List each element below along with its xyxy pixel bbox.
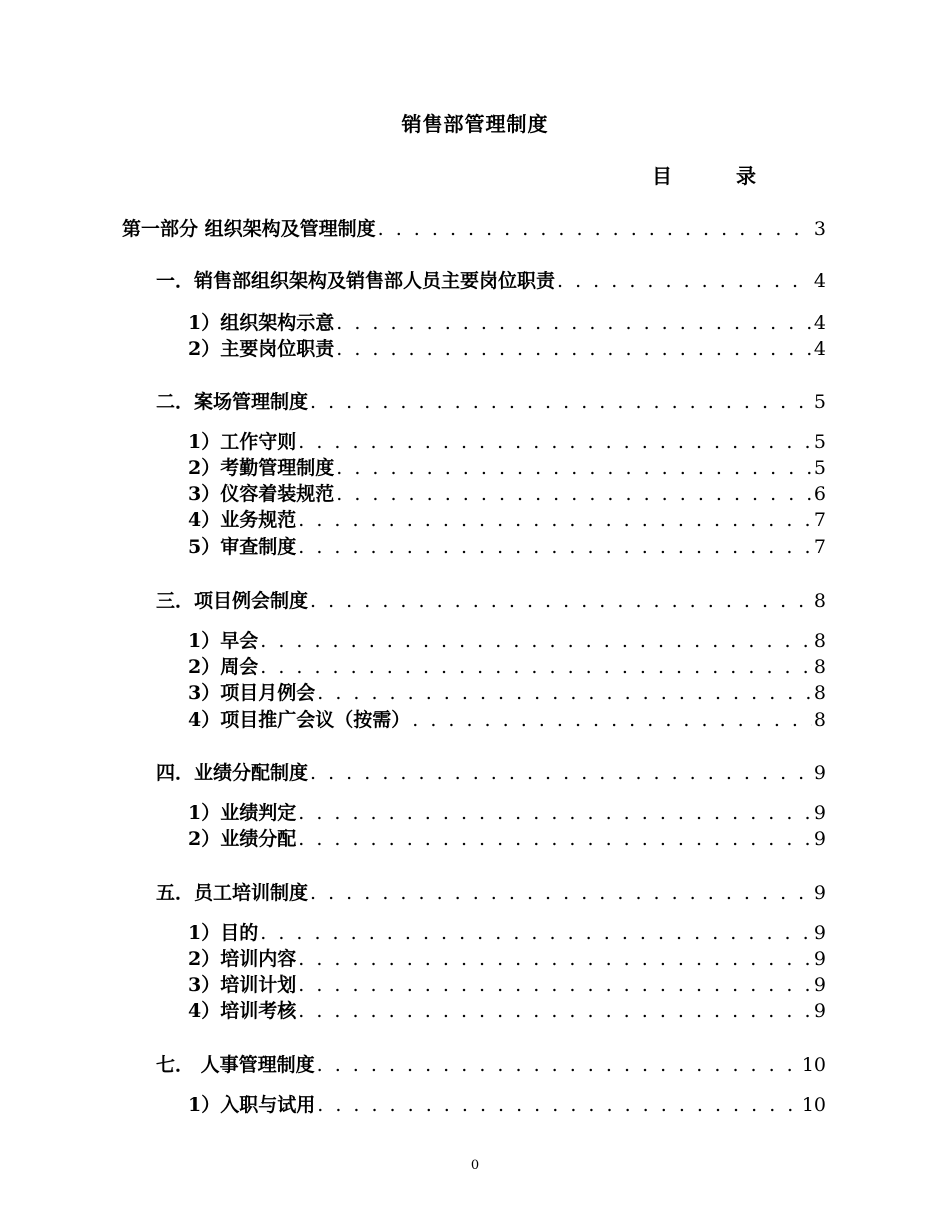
- toc-entry-page: 5: [813, 457, 826, 479]
- toc-entry[interactable]: [156, 880, 826, 906]
- toc-entry[interactable]: [156, 268, 826, 294]
- toc-dot-leader: [378, 216, 812, 242]
- toc-entry-page: 10: [801, 1094, 826, 1116]
- toc-dot-leader: [336, 336, 812, 362]
- toc-entry-page: 9: [813, 974, 826, 996]
- toc-entry-label: 3）项目月例会: [188, 682, 316, 704]
- toc-dot-leader: [298, 800, 812, 826]
- toc-entry-page: 7: [813, 509, 826, 531]
- toc-entry[interactable]: [156, 760, 826, 786]
- toc-entry-label: 2）考勤管理制度: [188, 457, 335, 479]
- toc-entry-page: 9: [813, 828, 826, 850]
- toc-entry-label: 1）组织架构示意: [188, 312, 335, 334]
- toc-entry-label: 2）主要岗位职责: [188, 338, 335, 360]
- toc-entry[interactable]: [188, 507, 826, 533]
- toc-entry[interactable]: [188, 972, 826, 998]
- toc-entry[interactable]: [188, 946, 826, 972]
- toc-dot-leader: [310, 389, 812, 415]
- toc-entry[interactable]: [156, 588, 826, 614]
- toc-entry-label: 七． 人事管理制度: [156, 1054, 315, 1076]
- toc-entry[interactable]: [188, 654, 826, 680]
- toc-entry[interactable]: [156, 1052, 826, 1078]
- toc-entry-label: 1）工作守则: [188, 431, 297, 453]
- toc-entry[interactable]: [122, 216, 826, 242]
- toc-entry-page: 5: [813, 391, 826, 413]
- toc-entry-page: 6: [813, 483, 826, 505]
- toc-dot-leader: [336, 481, 812, 507]
- toc-entry-page: 9: [813, 948, 826, 970]
- toc-entry-page: 8: [813, 590, 826, 612]
- toc-entry-page: 9: [813, 802, 826, 824]
- toc-entry-label: 1）目的: [188, 922, 259, 944]
- toc-entry-page: 4: [813, 270, 826, 292]
- toc-entry-label: 2）培训内容: [188, 948, 297, 970]
- document-title: 销售部管理制度: [401, 112, 549, 136]
- toc-entry-page: 4: [813, 338, 826, 360]
- toc-dot-leader: [317, 1052, 800, 1078]
- toc-entry[interactable]: [188, 1092, 826, 1118]
- toc-dot-leader: [298, 534, 812, 560]
- toc-entry-page: 9: [813, 762, 826, 784]
- toc-entry[interactable]: [188, 429, 826, 455]
- toc-dot-leader: [298, 972, 812, 998]
- toc-entry-label: 3）培训计划: [188, 974, 297, 996]
- toc-entry-page: 5: [813, 431, 826, 453]
- toc-entry[interactable]: [188, 800, 826, 826]
- toc-entry-page: 3: [813, 218, 826, 240]
- toc-entry-label: 二．案场管理制度: [156, 391, 309, 413]
- toc-entry-label: 2）周会: [188, 656, 259, 678]
- toc-entry-page: 4: [813, 312, 826, 334]
- toc-entry-label: 四．业绩分配制度: [156, 762, 309, 784]
- toc-entry-page: 9: [813, 922, 826, 944]
- toc-entry-page: 8: [813, 682, 826, 704]
- page-number: 0: [470, 1158, 480, 1173]
- toc-entry-label: 一．销售部组织架构及销售部人员主要岗位职责: [156, 270, 556, 292]
- toc-entry[interactable]: [188, 481, 826, 507]
- toc-entry[interactable]: [188, 534, 826, 560]
- toc-entry-label: 4）培训考核: [188, 1000, 297, 1022]
- toc-entry-label: 1）早会: [188, 630, 259, 652]
- toc-entry-label: 4）项目推广会议（按需）: [188, 709, 411, 731]
- toc-entry-page: 9: [813, 1000, 826, 1022]
- toc-entry-label: 三．项目例会制度: [156, 590, 309, 612]
- toc-dot-leader: [317, 680, 812, 706]
- toc-dot-leader: [310, 588, 812, 614]
- toc-dot-leader: [298, 946, 812, 972]
- toc-entry[interactable]: [188, 998, 826, 1024]
- toc-entry[interactable]: [188, 628, 826, 654]
- toc-entry[interactable]: [188, 455, 826, 481]
- toc-dot-leader: [412, 707, 812, 733]
- toc-dot-leader: [298, 998, 812, 1024]
- toc-dot-leader: [298, 826, 812, 852]
- toc-dot-leader: [336, 455, 812, 481]
- toc-entry-page: 9: [813, 882, 826, 904]
- toc-entry-label: 第一部分 组织架构及管理制度: [122, 218, 376, 240]
- toc-entry-label: 五．员工培训制度: [156, 882, 309, 904]
- toc-entry-page: 7: [813, 536, 826, 558]
- toc-heading: 目 录: [652, 164, 778, 188]
- toc-entry-page: 10: [801, 1054, 826, 1076]
- toc-dot-leader: [557, 268, 812, 294]
- toc-dot-leader: [310, 880, 812, 906]
- toc-entry[interactable]: [156, 389, 826, 415]
- toc-dot-leader: [260, 628, 812, 654]
- toc-dot-leader: [310, 760, 812, 786]
- toc-entry-label: 4）业务规范: [188, 509, 297, 531]
- toc-entry-label: 5）审查制度: [188, 536, 297, 558]
- toc-entry-label: 1）业绩判定: [188, 802, 297, 824]
- toc-entry[interactable]: [188, 336, 826, 362]
- toc-entry-label: 3）仪容着装规范: [188, 483, 335, 505]
- toc-entry[interactable]: [188, 920, 826, 946]
- toc-entry[interactable]: [188, 707, 826, 733]
- toc-entry[interactable]: [188, 310, 826, 336]
- toc-dot-leader: [298, 429, 812, 455]
- toc-entry-page: 8: [813, 709, 826, 731]
- toc-entry-label: 2）业绩分配: [188, 828, 297, 850]
- toc-dot-leader: [260, 654, 812, 680]
- toc-entry-label: 1）入职与试用: [188, 1094, 316, 1116]
- toc-dot-leader: [336, 310, 812, 336]
- toc-entry-page: 8: [813, 630, 826, 652]
- toc-dot-leader: [298, 507, 812, 533]
- toc-entry[interactable]: [188, 826, 826, 852]
- toc-entry[interactable]: [188, 680, 826, 706]
- toc-dot-leader: [317, 1092, 800, 1118]
- toc-entry-page: 8: [813, 656, 826, 678]
- toc-dot-leader: [260, 920, 812, 946]
